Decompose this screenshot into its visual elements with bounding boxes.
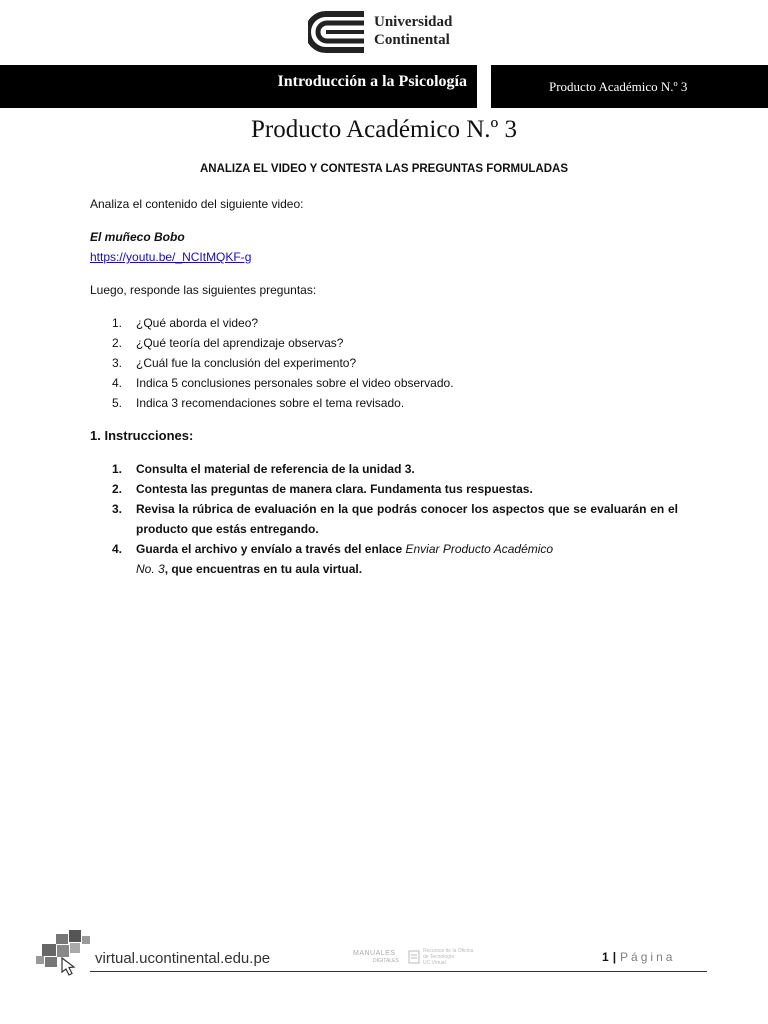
page-subtitle: ANALIZA EL VIDEO Y CONTESTA LAS PREGUNTAS FORMULADAS (199, 163, 569, 175)
header-bar (0, 65, 768, 109)
list-item-text: ¿Cuál fue la conclusión del experimento? (136, 356, 357, 370)
page-title: Producto Académico N.º 3 (250, 116, 518, 143)
video-link[interactable]: https://youtu.be/_NCItMQKF-g (90, 250, 252, 264)
university-logo (308, 10, 478, 56)
page-number-separator: | (612, 950, 617, 964)
list-item (112, 353, 454, 373)
list-item-number: 1. (112, 316, 123, 330)
questions-list (112, 313, 454, 413)
questions-intro: Luego, responde las siguientes preguntas: (90, 283, 317, 297)
manuales-digitales-logo (353, 948, 483, 970)
list-item-text: ¿Qué teoría del aprendizaje observas? (136, 336, 344, 350)
list-item-text: Indica 3 recomendaciones sobre el tema revisado. (136, 396, 405, 410)
instructions-list (112, 459, 678, 579)
list-item-text: Contesta las preguntas de manera clara. Fundamenta tus respuestas. (136, 482, 533, 496)
page-footer (0, 925, 768, 985)
list-item-number: 5. (112, 396, 123, 410)
digitales-logo-text: DIGITALES (373, 958, 399, 964)
submission-link-name: Enviar Producto Académico No. 3 (136, 542, 554, 576)
university-name-line1: Universidad (374, 14, 453, 30)
book-icon (408, 950, 420, 964)
list-item-number: 1. (112, 462, 123, 476)
list-item-text-before: Guarda el archivo y envíalo a través del enlace (136, 542, 406, 556)
course-banner (0, 65, 477, 108)
footer-url: virtual.ucontinental.edu.pe (95, 950, 271, 967)
product-banner (491, 65, 768, 108)
university-name-line2: Continental (374, 32, 450, 48)
manuales-logo-text: MANUALES (353, 950, 396, 957)
page-number-value: 1 (602, 950, 609, 964)
recursos-line: de Tecnología (423, 954, 455, 960)
list-item-number: 3. (112, 356, 123, 370)
list-item (112, 499, 678, 539)
list-item-text: Revisa la rúbrica de evaluación en la que podrás conocer los aspectos que se evaluarán en el producto que estás entregando. (136, 502, 678, 536)
list-item (112, 313, 454, 333)
list-item (112, 539, 566, 579)
footer-divider (90, 971, 707, 972)
university-name (374, 13, 452, 49)
intro-text: Analiza el contenido del siguiente video: (90, 197, 304, 211)
list-item (112, 333, 454, 353)
list-item-number: 2. (112, 336, 123, 350)
list-item (112, 373, 454, 393)
page-word: Página (620, 950, 676, 964)
list-item-text: Consulta el material de referencia de la unidad 3. (136, 462, 415, 476)
product-label: Producto Académico N.º 3 (549, 79, 688, 94)
continental-logo-icon (308, 10, 368, 54)
list-item (112, 479, 678, 499)
list-item (112, 459, 678, 479)
virtual-campus-icon (36, 928, 92, 980)
course-title: Introducción a la Psicología (277, 73, 467, 90)
list-item-number: 4. (112, 376, 123, 390)
list-item (112, 393, 454, 413)
recursos-line: Recursos de la Oficina (423, 948, 474, 954)
list-item-text: Indica 5 conclusiones personales sobre el video observado. (136, 376, 454, 390)
list-item-number: 3. (112, 502, 123, 516)
page-number (602, 950, 675, 964)
list-item-number: 2. (112, 482, 123, 496)
list-item-text-after: , que encuentras en tu aula virtual. (164, 562, 363, 576)
list-item-number: 4. (112, 542, 123, 556)
list-item-text: ¿Qué aborda el video? (136, 316, 259, 330)
video-title: El muñeco Bobo (90, 230, 185, 244)
instructions-heading: 1. Instrucciones: (90, 428, 194, 443)
recursos-logo-text (423, 948, 473, 966)
recursos-line: UC Virtual (423, 960, 446, 966)
